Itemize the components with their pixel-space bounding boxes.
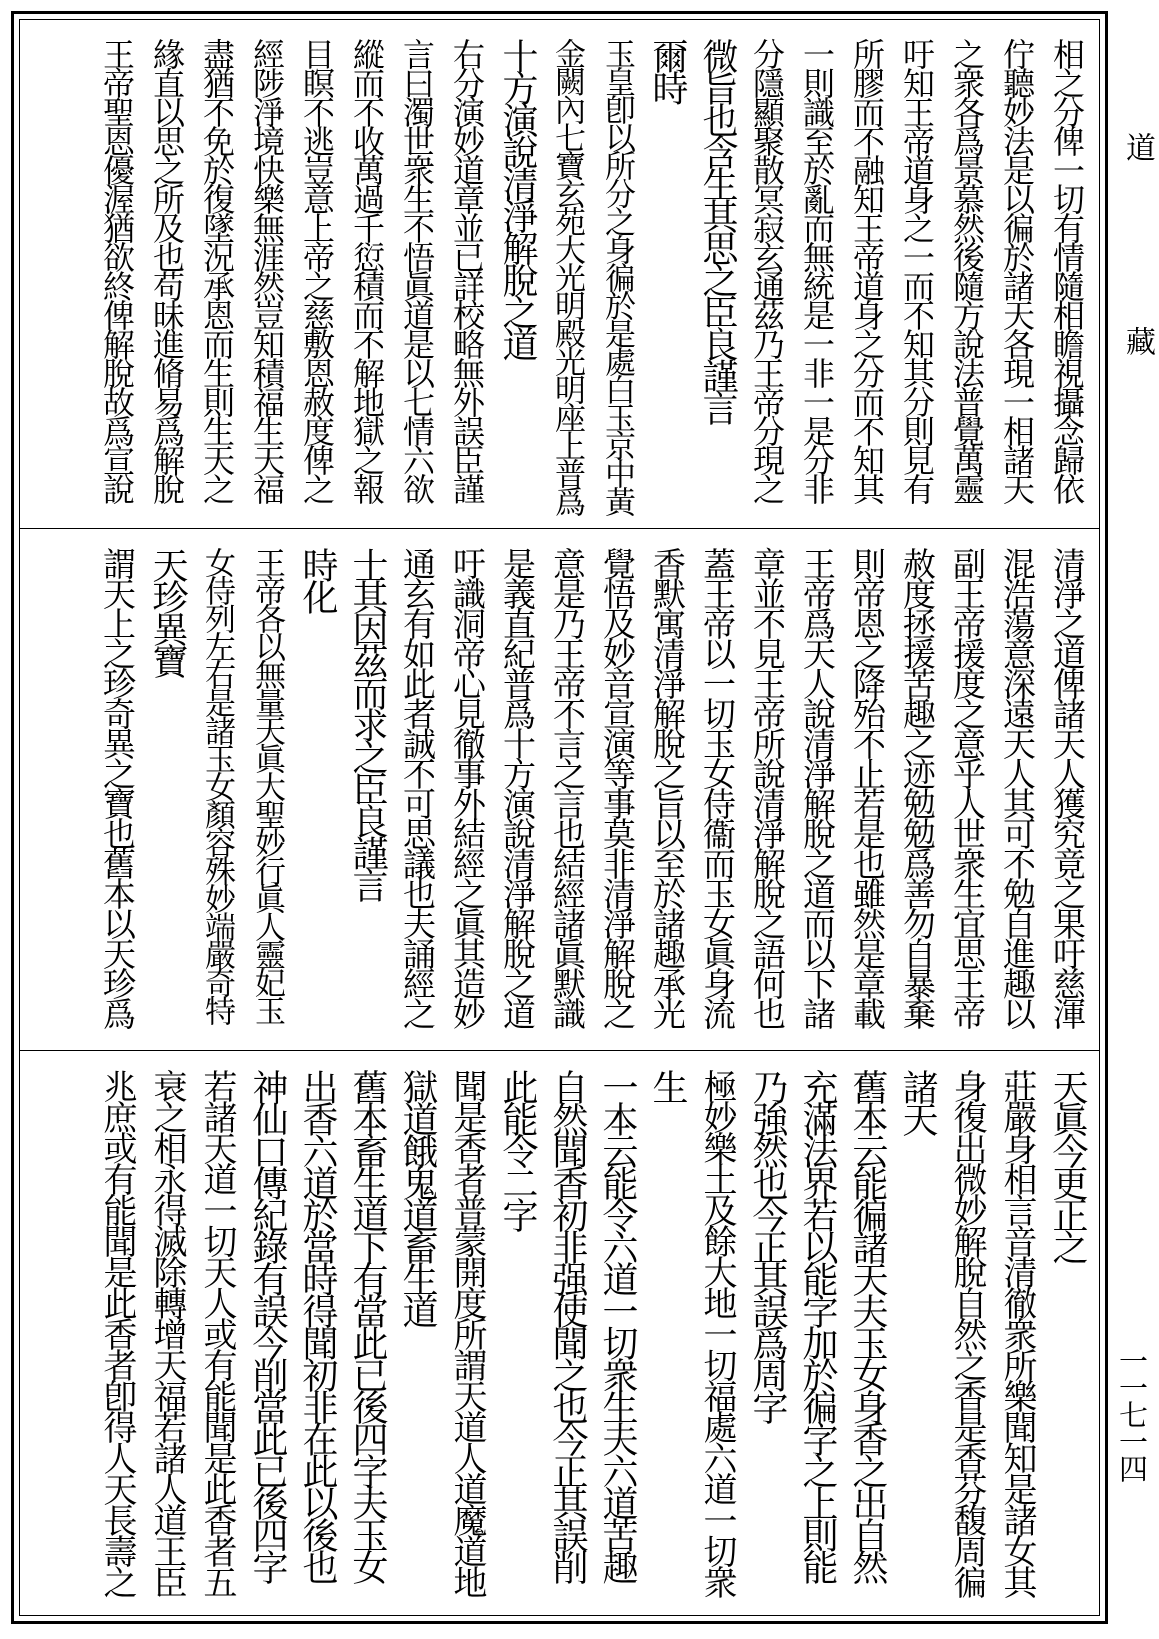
- text-panel-top: [20, 20, 1099, 528]
- text-column: 舊本畜生道下有當此已後四字夫玉女: [347, 1069, 388, 1581]
- text-column: 清淨之道俾諸天人獲究竟之果吁慈渾: [1048, 547, 1087, 1027]
- text-column: 蓋王帝以一切玉女侍衞而玉女眞身流: [698, 547, 737, 1027]
- text-column: 則帝恩之降殆不止若是也雖然是章載: [848, 547, 887, 1027]
- text-column: 縱而不收萬過千愆積而不解地獄之報: [348, 38, 386, 502]
- text-column: 王帝聖恩優渥猶欲終俾解脫故爲宣說: [98, 38, 136, 502]
- text-column: 金闕內七寶玄苑大光明殿光明座上普爲: [549, 38, 585, 514]
- text-column: 極妙樂土及餘大地一切福處六道一切衆: [697, 1069, 737, 1596]
- text-column: 香默寓清淨解脫之旨以至於諸趣承光: [648, 547, 687, 1027]
- book-name-top: 道: [1120, 132, 1155, 162]
- book-name-bottom: 藏: [1120, 326, 1155, 356]
- text-column: 時化: [297, 547, 338, 611]
- text-column: 經陟淨境快樂無涯然豈知積福生天福: [248, 38, 286, 502]
- text-column: 言曰濁世衆生不悟眞道是以七情六欲: [398, 38, 436, 502]
- text-column: 微旨也含生其思之臣良謹言: [697, 38, 738, 422]
- text-column: 分隱顯聚散冥寂玄通茲乃王帝分現之: [748, 38, 786, 502]
- page-frame: [11, 11, 1108, 1624]
- text-column: 所膠而不融知王帝道身之分而不知其: [848, 38, 886, 502]
- text-column: 爾時: [647, 38, 688, 102]
- text-column: 諸天: [897, 1069, 938, 1133]
- text-column: 衰之相永得滅除轉增天福若諸人道王臣: [147, 1069, 187, 1596]
- text-column: 覺悟及妙音宣演等事莫非清淨解脫之: [598, 547, 637, 1027]
- page-number: 一一七一四: [1115, 1346, 1149, 1481]
- text-column: 通玄有如此者誠不可思議也夫誦經之: [398, 547, 437, 1027]
- text-column: 相之分俾一切有情隨相瞻視攝念歸依: [1048, 38, 1086, 502]
- text-column: 吁識洞帝心見徹事外結經之眞其造妙: [448, 547, 487, 1027]
- text-column: 一則識至於亂而無統是一非一是分非: [798, 38, 836, 502]
- text-column: 謂天上之珍奇異之寶也舊本以天珍爲: [98, 547, 137, 1027]
- text-column: 意是乃王帝不言之言也結經諸眞默識: [548, 547, 587, 1027]
- text-column: 王帝各以無量天眞大聖妙行眞人靈妃玉: [249, 547, 285, 1023]
- text-panel-bottom: [20, 1051, 1099, 1611]
- text-column: 盡猶不免於復墜況承恩而生則生天之: [198, 38, 236, 502]
- text-column: 章並不見王帝所說清淨解脫之語何也: [748, 547, 787, 1027]
- text-column: 十方演說清淨解脫之道: [497, 38, 538, 358]
- text-column: 出香六道於當時得聞初非在此以後也: [297, 1069, 338, 1581]
- text-column: 充滿法界若以能字加於徧字之上則能: [797, 1069, 838, 1581]
- text-column: 副王帝援度之意乎人世衆生宜思王帝: [948, 547, 987, 1027]
- text-column: 士其因茲而求之臣良謹言: [347, 547, 388, 899]
- text-column: 之衆各爲景慕然後隨方說法普覺萬靈: [948, 38, 986, 502]
- page-inner-border: [19, 19, 1100, 1616]
- text-column: 赦度拯援苦趣之迹勉勉爲善勿自暴棄: [898, 547, 937, 1027]
- text-column: 混浩蕩意深遠天人其可不勉自進趣以: [998, 547, 1037, 1027]
- text-column: 目瞑不逃豈意上帝之慈敷恩赦度俾之: [298, 38, 336, 502]
- text-panel-middle: [20, 529, 1099, 1050]
- text-column: 緣直以思之所及也苟昧進脩易爲解脫: [148, 38, 186, 502]
- text-column: 玉皇卽以所分之身徧於是處白玉京中黃: [599, 38, 635, 514]
- text-column: 佇聽妙法是以徧於諸天各現一相諸天: [998, 38, 1036, 502]
- text-column: 聞是香者普蒙開度所謂天道人道魔道地: [447, 1069, 487, 1596]
- text-column: 右分演妙道章並已詳校略無外誤臣謹: [448, 38, 486, 502]
- text-column: 一本云能令六道一切衆生夫六道苦趣: [597, 1069, 638, 1581]
- text-column: 天珍異寶: [147, 547, 188, 675]
- text-column: 天眞今更正之: [1047, 1069, 1088, 1261]
- text-column: 身復出微妙解脫自然之香是香芬馥周徧: [947, 1069, 987, 1596]
- text-column: 自然聞香初非强使聞之也今正其誤削: [547, 1069, 588, 1581]
- text-column: 獄道餓鬼道畜生道: [397, 1069, 438, 1325]
- text-column: 吁知王帝道身之一而不知其分則見有: [898, 38, 936, 502]
- text-column: 是義直紀普爲十方演說清淨解脫之道: [498, 547, 537, 1027]
- text-column: 神仙口傳紀錄有誤今削當此已後四字: [247, 1069, 288, 1581]
- text-column: 兆庶或有能聞是此香者卽得人天長壽之: [97, 1069, 137, 1596]
- text-column: 此能令二字: [497, 1069, 538, 1229]
- text-column: 女侍列左右是諸玉女顏容殊妙端嚴奇特: [199, 547, 235, 1023]
- text-column: 生: [647, 1069, 688, 1101]
- text-column: 舊本云能徧諸天夫玉女身香之出自然: [847, 1069, 888, 1581]
- text-column: 乃強然也今正其誤爲周字: [747, 1069, 788, 1421]
- text-column: 若諸天道一切天人或有能聞是此香者五: [197, 1069, 237, 1596]
- text-column: 莊嚴身相言音清徹衆所樂聞知是諸女其: [997, 1069, 1037, 1596]
- text-column: 王帝爲天人說清淨解脫之道而以下諸: [798, 547, 837, 1027]
